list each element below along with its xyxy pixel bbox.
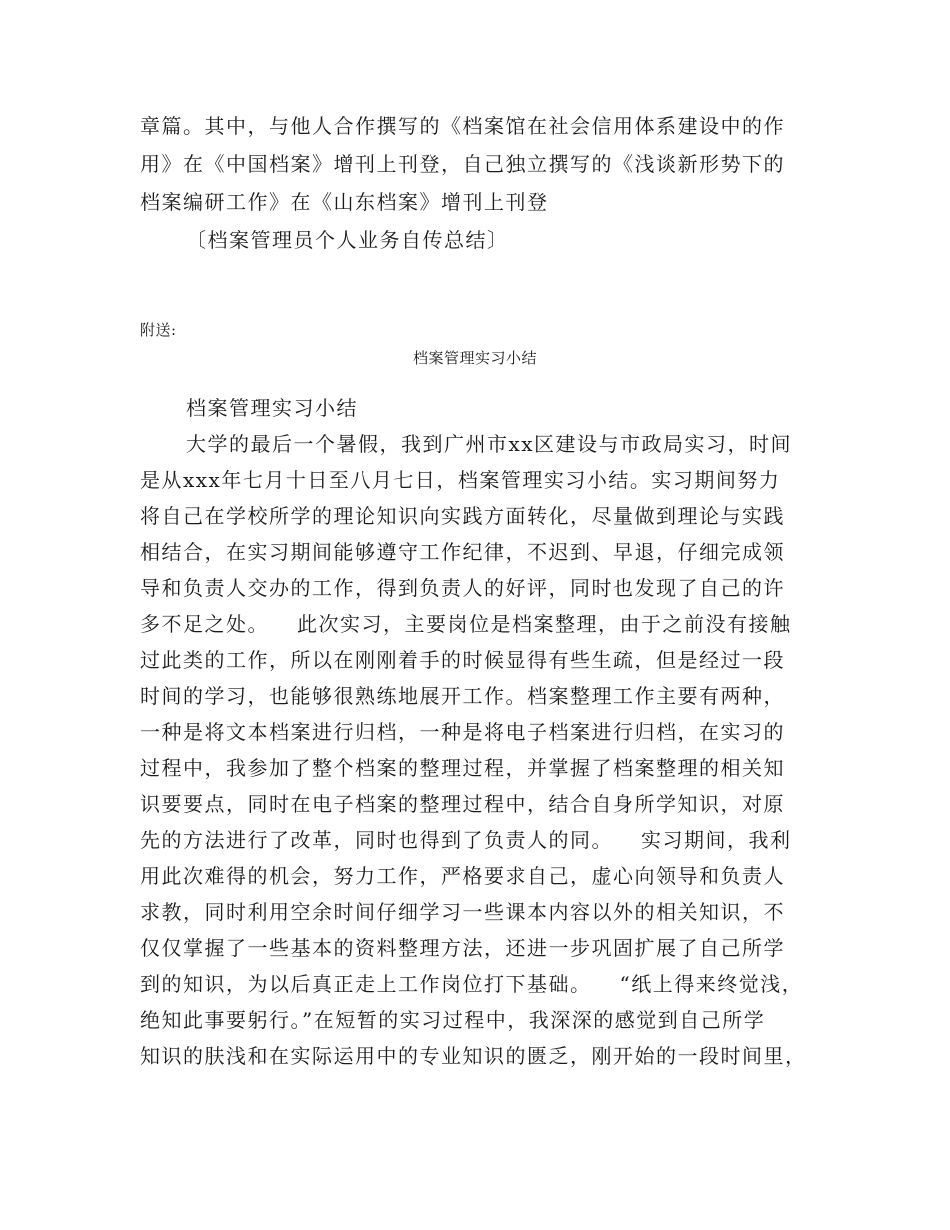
paragraph-line: 导和负责人交办的工作，得到负责人的好评，同时也发现了自己的许 [140,576,785,600]
paragraph-line: 相结合，在实习期间能够遵守工作纪律，不迟到、早退，仔细完成领 [140,540,785,564]
paragraph-line: 过程中，我参加了整个档案的整理过程，并掌握了档案整理的相关知 [140,756,785,780]
paragraph-fragment: 此次实习，主要岗位是档案整理，由于之前没有接触 [297,612,792,636]
paragraph-line: 识要要点，同时在电子档案的整理过程中，结合自身所学知识，对原 [140,792,785,816]
paragraph-line: 大学的最后一个暑假，我到广州市xx区建设与市政局实习，时间 [186,432,793,456]
paragraph-line: 用》在《中国档案》增刊上刊登，自己独立撰写的《浅谈新形势下的 [140,152,785,176]
paragraph-line [140,828,792,852]
paragraph-fragment: 先的方法进行了改革，同时也得到了负责人的同。 [140,828,613,852]
paragraph-line: 绝知此事要躬行。”在短暂的实习过程中，我深深的感觉到自己所学 [140,1008,766,1032]
paragraph-fragment: “纸上得来终觉浅， [619,972,804,996]
paragraph-fragment: 到的知识，为以后真正走上工作岗位打下基础。 [140,972,592,996]
paragraph-line: 一种是将文本档案进行归档，一种是将电子档案进行归档，在实习的 [140,720,785,744]
paragraph-line: 章篇。其中，与他人合作撰写的《档案馆在社会信用体系建设中的作 [140,114,785,138]
paragraph-line: 档案编研工作》在《山东档案》增刊上刊登 [140,190,549,214]
paragraph-line [140,612,792,636]
paragraph-line: 时间的学习，也能够很熟练地展开工作。档案整理工作主要有两种， [140,684,785,708]
paragraph-line: 过此类的工作，所以在刚刚着手的时候显得有些生疏，但是经过一段 [140,648,785,672]
paragraph-line: 将自己在学校所学的理论知识向实践方面转化，尽量做到理论与实践 [140,504,785,528]
paragraph-fragment: 多不足之处。 [140,612,269,636]
paragraph-line: 知识的肤浅和在实际运用中的专业知识的匮乏，刚开始的一段时间里， [140,1044,807,1068]
paragraph-line: 仅仅掌握了一些基本的资料整理方法，还进一步巩固扩展了自己所学 [140,936,785,960]
paragraph-line: 用此次难得的机会，努力工作，严格要求自己，虚心向领导和负责人 [140,864,785,888]
paragraph-fragment: 实习期间，我利 [641,828,792,852]
attached-title: 档案管理实习小结 [412,349,537,367]
source-note: 〔档案管理员个人业务自传总结〕 [186,228,509,252]
appendix-label: 附送: [140,321,177,339]
paragraph-line: 是从xxx年七月十日至八月七日，档案管理实习小结。实习期间努力 [140,468,781,492]
paragraph-line [140,972,803,996]
section-heading: 档案管理实习小结 [186,396,358,420]
paragraph-line: 求教，同时利用空余时间仔细学习一些课本内容以外的相关知识，不 [140,900,785,924]
